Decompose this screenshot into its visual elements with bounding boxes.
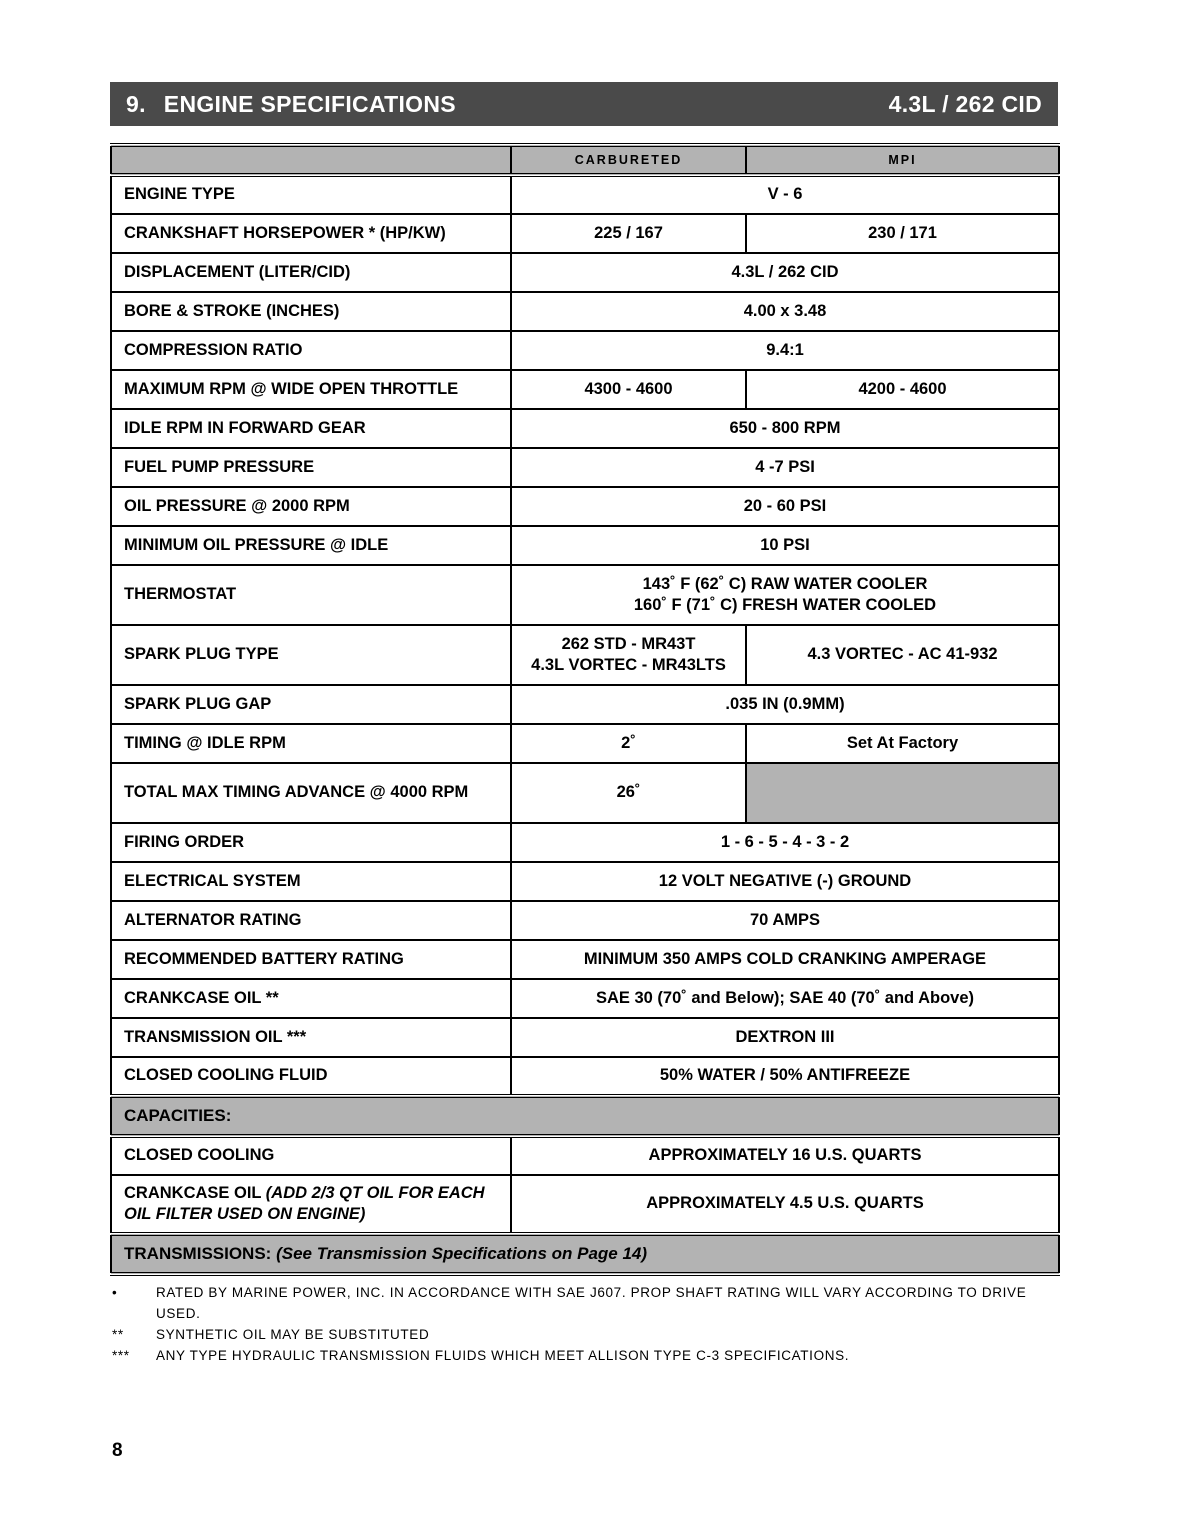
cell-line: 4300 - 4600	[584, 379, 673, 398]
spec-label-cell	[111, 979, 511, 1018]
cell-line: TIMING @ IDLE RPM	[124, 733, 286, 752]
spec-label-cell	[111, 292, 511, 331]
page-number: 8	[112, 1440, 123, 1461]
spec-label-cell	[111, 1057, 511, 1096]
spec-value-cell	[511, 292, 1059, 331]
table-row	[111, 685, 1059, 724]
spec-label-cell	[111, 331, 511, 370]
cell-line: 4 -7 PSI	[755, 457, 815, 476]
table-row	[111, 1018, 1059, 1057]
footnote-marker: **	[112, 1326, 124, 1342]
spec-value-cell	[511, 565, 1059, 625]
spec-label-cell	[111, 1018, 511, 1057]
cell-line: IDLE RPM IN FORWARD GEAR	[124, 418, 366, 437]
capacity-label-cell	[111, 1136, 511, 1175]
table-row	[111, 901, 1059, 940]
spec-value-cell	[511, 901, 1059, 940]
cell-line: SAE 30 (70˚ and Below); SAE 40 (70˚ and Above)	[595, 988, 975, 1007]
cell-line: ENGINE TYPE	[124, 185, 235, 204]
spec-label-cell	[111, 526, 511, 565]
table-row	[111, 823, 1059, 862]
footnotes	[108, 1283, 1068, 1367]
footnote-row	[108, 1283, 1068, 1325]
cell-line: Set At Factory	[846, 733, 959, 752]
cell-line: 160˚ F (71˚ C) FRESH WATER COOLED	[633, 596, 937, 614]
capacity-value-cell: APPROXIMATELY 4.5 U.S. QUARTS	[511, 1175, 1059, 1234]
table-row	[111, 526, 1059, 565]
spec-value-carbureted	[511, 214, 746, 253]
spec-value-cell	[511, 175, 1059, 214]
table-row	[111, 409, 1059, 448]
cell-line: 143˚ F (62˚ C) RAW WATER COOLER	[642, 574, 928, 593]
spec-label-cell	[111, 862, 511, 901]
cell-line: COMPRESSION RATIO	[124, 340, 303, 359]
cell-line: 4.3L VORTEC - MR43LTS	[531, 656, 726, 674]
footnote-marker: •	[112, 1285, 118, 1300]
cell-line: CLOSED COOLING FLUID	[124, 1066, 328, 1085]
spec-label-cell	[111, 175, 511, 214]
cell-line: 50% WATER / 50% ANTIFREEZE	[659, 1066, 911, 1085]
cell-line: V - 6	[767, 185, 803, 204]
cell-line: TOTAL MAX TIMING ADVANCE @ 4000 RPM	[124, 783, 469, 802]
cell-line: ELECTRICAL SYSTEM	[124, 871, 301, 890]
spec-value-cell	[511, 487, 1059, 526]
spec-value-carbureted	[511, 763, 746, 823]
section-header-left	[126, 91, 456, 118]
capacity-label-text: CRANKCASE OIL	[124, 1183, 266, 1202]
spec-value-cell	[511, 448, 1059, 487]
footnote-row	[108, 1346, 1068, 1367]
spec-value-mpi	[746, 214, 1059, 253]
spec-label-cell	[111, 724, 511, 763]
spec-value-carbureted	[511, 625, 746, 685]
cell-line: 26˚	[616, 783, 641, 802]
transmissions-band-label	[111, 1234, 1059, 1274]
cell-line: 4200 - 4600	[858, 379, 947, 398]
spec-label-cell	[111, 370, 511, 409]
capacity-value-cell: APPROXIMATELY 16 U.S. QUARTS	[511, 1136, 1059, 1175]
capacity-label-text: CLOSED COOLING	[124, 1146, 275, 1165]
table-row	[111, 331, 1059, 370]
cell-line: FIRING ORDER	[124, 832, 245, 851]
spec-value-cell	[511, 331, 1059, 370]
spec-value-cell	[511, 940, 1059, 979]
table-row	[111, 565, 1059, 625]
footnote-text: SYNTHETIC OIL MAY BE SUBSTITUTED	[156, 1326, 430, 1342]
spec-value-mpi	[746, 370, 1059, 409]
spec-value-carbureted	[511, 370, 746, 409]
table-row	[111, 763, 1059, 823]
column-header-mpi: MPI	[746, 145, 1059, 175]
cell-line: MINIMUM OIL PRESSURE @ IDLE	[124, 535, 389, 554]
spec-label-cell	[111, 214, 511, 253]
cell-line: DEXTRON III	[735, 1027, 835, 1046]
cell-line: 9.4:1	[766, 340, 804, 359]
cell-line: 12 VOLT NEGATIVE (-) GROUND	[658, 871, 912, 890]
cell-line: CRANKCASE OIL **	[124, 988, 279, 1007]
spec-label-cell	[111, 487, 511, 526]
spec-value-cell	[511, 253, 1059, 292]
footnote-row	[108, 1325, 1068, 1346]
capacities-row	[111, 1175, 1059, 1234]
spec-value-cell	[511, 685, 1059, 724]
table-row	[111, 862, 1059, 901]
engine-model-label: 4.3L / 262 CID	[888, 90, 1042, 117]
cell-line: RECOMMENDED BATTERY RATING	[124, 949, 404, 968]
cell-line: CRANKSHAFT HORSEPOWER * (HP/KW)	[124, 223, 446, 242]
cell-line: 2˚	[621, 733, 636, 752]
spec-label-cell	[111, 253, 511, 292]
cell-line: DISPLACEMENT (LITER/CID)	[124, 262, 351, 281]
cell-line: ALTERNATOR RATING	[124, 910, 302, 929]
cell-line: THERMOSTAT	[124, 585, 237, 604]
table-row	[111, 1057, 1059, 1096]
capacities-band-row	[111, 1096, 1059, 1136]
spec-value-cell	[511, 409, 1059, 448]
footnote-text: ANY TYPE HYDRAULIC TRANSMISSION FLUIDS WHICH MEET ALLISON TYPE C-3 SPECIFICATIONS.	[156, 1347, 850, 1363]
table-row	[111, 292, 1059, 331]
table-row	[111, 625, 1059, 685]
cell-line: OIL PRESSURE @ 2000 RPM	[124, 496, 350, 515]
cell-line: 230 / 171	[868, 223, 937, 242]
cell-line: 20 - 60 PSI	[743, 496, 827, 515]
cell-line: MAXIMUM RPM @ WIDE OPEN THROTTLE	[124, 379, 459, 398]
page-title: ENGINE SPECIFICATIONS	[163, 90, 456, 117]
cell-line: 262 STD - MR43T	[561, 634, 696, 653]
cell-line: SPARK PLUG TYPE	[124, 645, 279, 664]
spec-label-cell	[111, 565, 511, 625]
table-row	[111, 448, 1059, 487]
cell-line: 4.00 x 3.48	[743, 301, 827, 320]
table-row	[111, 724, 1059, 763]
spec-value-mpi-not-applicable	[746, 763, 1059, 823]
spec-label-cell	[111, 409, 511, 448]
capacities-band-label: CAPACITIES:	[111, 1096, 1059, 1136]
table-row	[111, 940, 1059, 979]
spec-label-cell	[111, 901, 511, 940]
table-row	[111, 214, 1059, 253]
spec-value-cell	[511, 526, 1059, 565]
capacity-label-note: (ADD 2/3 QT OIL FOR EACH OIL FILTER USED ON ENGINE)	[124, 1183, 485, 1223]
engine-specifications-table	[110, 143, 1060, 1276]
spec-value-cell	[511, 1018, 1059, 1057]
table-row	[111, 979, 1059, 1018]
spec-label-cell	[111, 685, 511, 724]
spec-label-cell	[111, 763, 511, 823]
spec-label-cell	[111, 625, 511, 685]
spec-value-cell	[511, 862, 1059, 901]
spec-value-cell	[511, 979, 1059, 1018]
table-row	[111, 487, 1059, 526]
transmissions-band-row	[111, 1234, 1059, 1274]
table-row	[111, 370, 1059, 409]
cell-line: FUEL PUMP PRESSURE	[124, 457, 315, 476]
cell-line: .035 IN (0.9MM)	[725, 694, 845, 713]
column-header-carbureted: CARBURETED	[511, 145, 746, 175]
cell-line: MINIMUM 350 AMPS COLD CRANKING AMPERAGE	[583, 949, 987, 968]
footnote-text: RATED BY MARINE POWER, INC. IN ACCORDANCE WITH SAE J607. PROP SHAFT RATING WILL VARY ACCORDING TO DRIVE USED.	[156, 1285, 1027, 1321]
table-row	[111, 253, 1059, 292]
spec-label-cell	[111, 940, 511, 979]
cell-line: TRANSMISSION OIL ***	[124, 1027, 307, 1046]
cell-line: 10 PSI	[760, 535, 810, 554]
transmissions-band-bold: TRANSMISSIONS:	[124, 1243, 277, 1263]
cell-line: 4.3L / 262 CID	[731, 262, 839, 281]
spec-value-cell	[511, 1057, 1059, 1096]
table-column-header-row	[111, 145, 1059, 175]
spec-label-cell	[111, 448, 511, 487]
spec-value-mpi	[746, 625, 1059, 685]
cell-line: BORE & STROKE (INCHES)	[124, 301, 340, 320]
cell-line: 1 - 6 - 5 - 4 - 3 - 2	[720, 832, 850, 851]
spec-value-mpi	[746, 724, 1059, 763]
section-number: 9.	[126, 90, 146, 117]
transmissions-band-italic: (See Transmission Specifications on Page 14)	[276, 1243, 648, 1263]
spec-value-cell	[511, 823, 1059, 862]
spec-value-carbureted	[511, 724, 746, 763]
cell-line: 70 AMPS	[750, 910, 820, 929]
cell-line: 4.3 VORTEC - AC 41-932	[807, 645, 998, 664]
table-row	[111, 175, 1059, 214]
capacities-row	[111, 1136, 1059, 1175]
spec-label-cell	[111, 823, 511, 862]
capacity-label-cell	[111, 1175, 511, 1234]
cell-line: 650 - 800 RPM	[729, 418, 841, 437]
section-header-bar	[110, 82, 1058, 126]
column-header-blank	[111, 145, 511, 175]
cell-line: 225 / 167	[594, 223, 663, 242]
footnote-marker: ***	[112, 1347, 130, 1363]
cell-line: SPARK PLUG GAP	[124, 694, 272, 713]
